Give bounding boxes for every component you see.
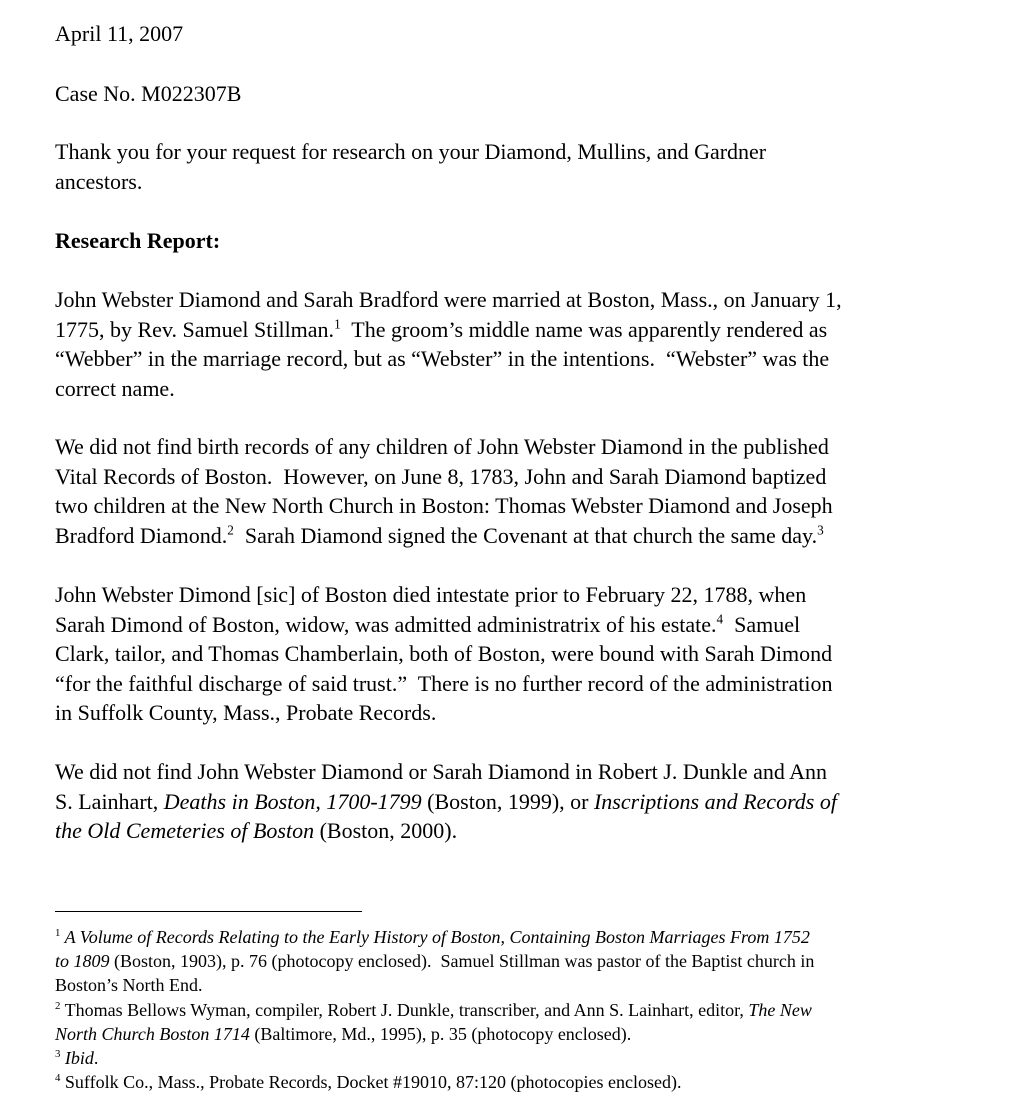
- text-run: Boston’s North End.: [55, 975, 203, 996]
- text-run: (Boston, 1999), or: [421, 788, 594, 814]
- text-line: [55, 1046, 814, 1070]
- text-line: [55, 816, 837, 846]
- footnote-marker: 1: [334, 315, 341, 331]
- text-run: A Volume of Records Relating to the Early History of Boston, Containing Boston Marriages From 1752: [60, 927, 810, 947]
- text-line: [55, 973, 814, 997]
- footnote-marker: 2: [55, 999, 61, 1012]
- text-line: [55, 462, 833, 492]
- text-run: Sarah Dimond of Boston, widow, was admitted administratrix of his estate.: [55, 611, 717, 637]
- text-run: Deaths in Boston, 1700-1799: [163, 788, 422, 814]
- text-line: [55, 925, 814, 949]
- text-run: the Old Cemeteries of Boston: [55, 818, 315, 843]
- text-line: [55, 344, 842, 374]
- text-line: [55, 137, 766, 167]
- text-line: [55, 669, 833, 699]
- text-run: The groom’s middle name was apparently rendered as: [340, 316, 828, 342]
- text-line: [55, 491, 833, 521]
- paragraph-marriage: [55, 285, 842, 403]
- text-line: [55, 757, 837, 787]
- text-run: S. Lainhart,: [55, 788, 164, 814]
- text-run: correct name.: [55, 375, 175, 401]
- letter-date: April 11, 2007: [55, 21, 184, 46]
- text-line: [55, 374, 842, 404]
- intro-paragraph: [55, 137, 766, 196]
- text-line: [55, 580, 833, 610]
- text-run: Inscriptions and Records of: [593, 788, 837, 814]
- footnote-marker: 3: [817, 521, 824, 537]
- footnote-marker: 1: [55, 926, 61, 939]
- text-run: ancestors.: [55, 168, 143, 194]
- text-line: [55, 698, 833, 728]
- section-heading: Research Report:: [55, 228, 221, 253]
- text-run: The New: [748, 999, 812, 1020]
- footnote-divider: [55, 911, 362, 912]
- text-line: [55, 949, 814, 973]
- text-run: Thomas Bellows Wyman, compiler, Robert J. Dunkle, transcriber, and Ann S. Lainhart, editor,: [60, 999, 749, 1020]
- text-run: “for the faithful discharge of said trust.” There is no further record of the administration: [55, 670, 833, 696]
- text-line: [55, 285, 842, 315]
- text-run: Clark, tailor, and Thomas Chamberlain, both of Boston, were bound with Sarah Dimond: [55, 641, 833, 666]
- text-line: [55, 1022, 814, 1046]
- text-run: We did not find John Webster Diamond or Sarah Diamond in Robert J. Dunkle and Ann: [55, 759, 828, 784]
- text-line: [55, 315, 842, 345]
- text-run: to 1809: [55, 951, 110, 972]
- text-line: [55, 432, 833, 462]
- text-run: two children at the New North Church in Boston: Thomas Webster Diamond and Joseph: [55, 493, 833, 518]
- text-line: [55, 610, 833, 640]
- text-line: [55, 167, 766, 197]
- text-line: [55, 998, 814, 1022]
- text-line: [55, 787, 837, 817]
- footnote-marker: 3: [55, 1047, 61, 1060]
- paragraph-deaths: [55, 757, 837, 846]
- text-run: Ibid: [60, 1047, 94, 1068]
- text-run: .: [93, 1047, 99, 1068]
- text-run: John Webster Dimond [sic] of Boston died intestate prior to February 22, 1788, when: [55, 582, 807, 607]
- footnote-marker: 4: [55, 1072, 61, 1085]
- text-run: (Baltimore, Md., 1995), p. 35 (photocopy enclosed).: [249, 1023, 632, 1044]
- text-run: Thank you for your request for research on your Diamond, Mullins, and Gardner: [55, 139, 767, 164]
- footnote-marker: 2: [227, 521, 234, 537]
- text-run: John Webster Diamond and Sarah Bradford were married at Boston, Mass., on January 1,: [55, 287, 842, 312]
- text-run: Sarah Diamond signed the Covenant at that church the same day.: [233, 522, 818, 548]
- text-run: North Church Boston 1714: [55, 1023, 250, 1044]
- text-line: [55, 639, 833, 669]
- text-run: “Webber” in the marriage record, but as “Webster” in the intentions. “Webster” was the: [55, 346, 830, 371]
- paragraph-estate: [55, 580, 833, 728]
- text-run: 1775, by Rev. Samuel Stillman.: [55, 316, 335, 342]
- paragraph-baptisms: [55, 432, 833, 550]
- text-run: Suffolk Co., Mass., Probate Records, Docket #19010, 87:120 (photocopies enclosed).: [60, 1072, 682, 1093]
- text-run: Vital Records of Boston. However, on June 8, 1783, John and Sarah Diamond baptized: [55, 463, 827, 489]
- footnote-marker: 4: [716, 610, 724, 626]
- text-run: Bradford Diamond.: [55, 522, 228, 548]
- text-line: [55, 521, 833, 551]
- text-run: We did not find birth records of any children of John Webster Diamond in the published: [55, 434, 829, 459]
- text-line: [55, 1070, 814, 1094]
- text-run: (Boston, 1903), p. 76 (photocopy enclosed). Samuel Stillman was pastor of the Baptist church in: [109, 951, 815, 972]
- text-run: in Suffolk County, Mass., Probate Records.: [55, 700, 437, 725]
- footnotes: [55, 925, 814, 1094]
- text-run: Samuel: [723, 611, 801, 637]
- case-number: Case No. M022307B: [55, 81, 242, 106]
- text-run: (Boston, 2000).: [314, 818, 458, 843]
